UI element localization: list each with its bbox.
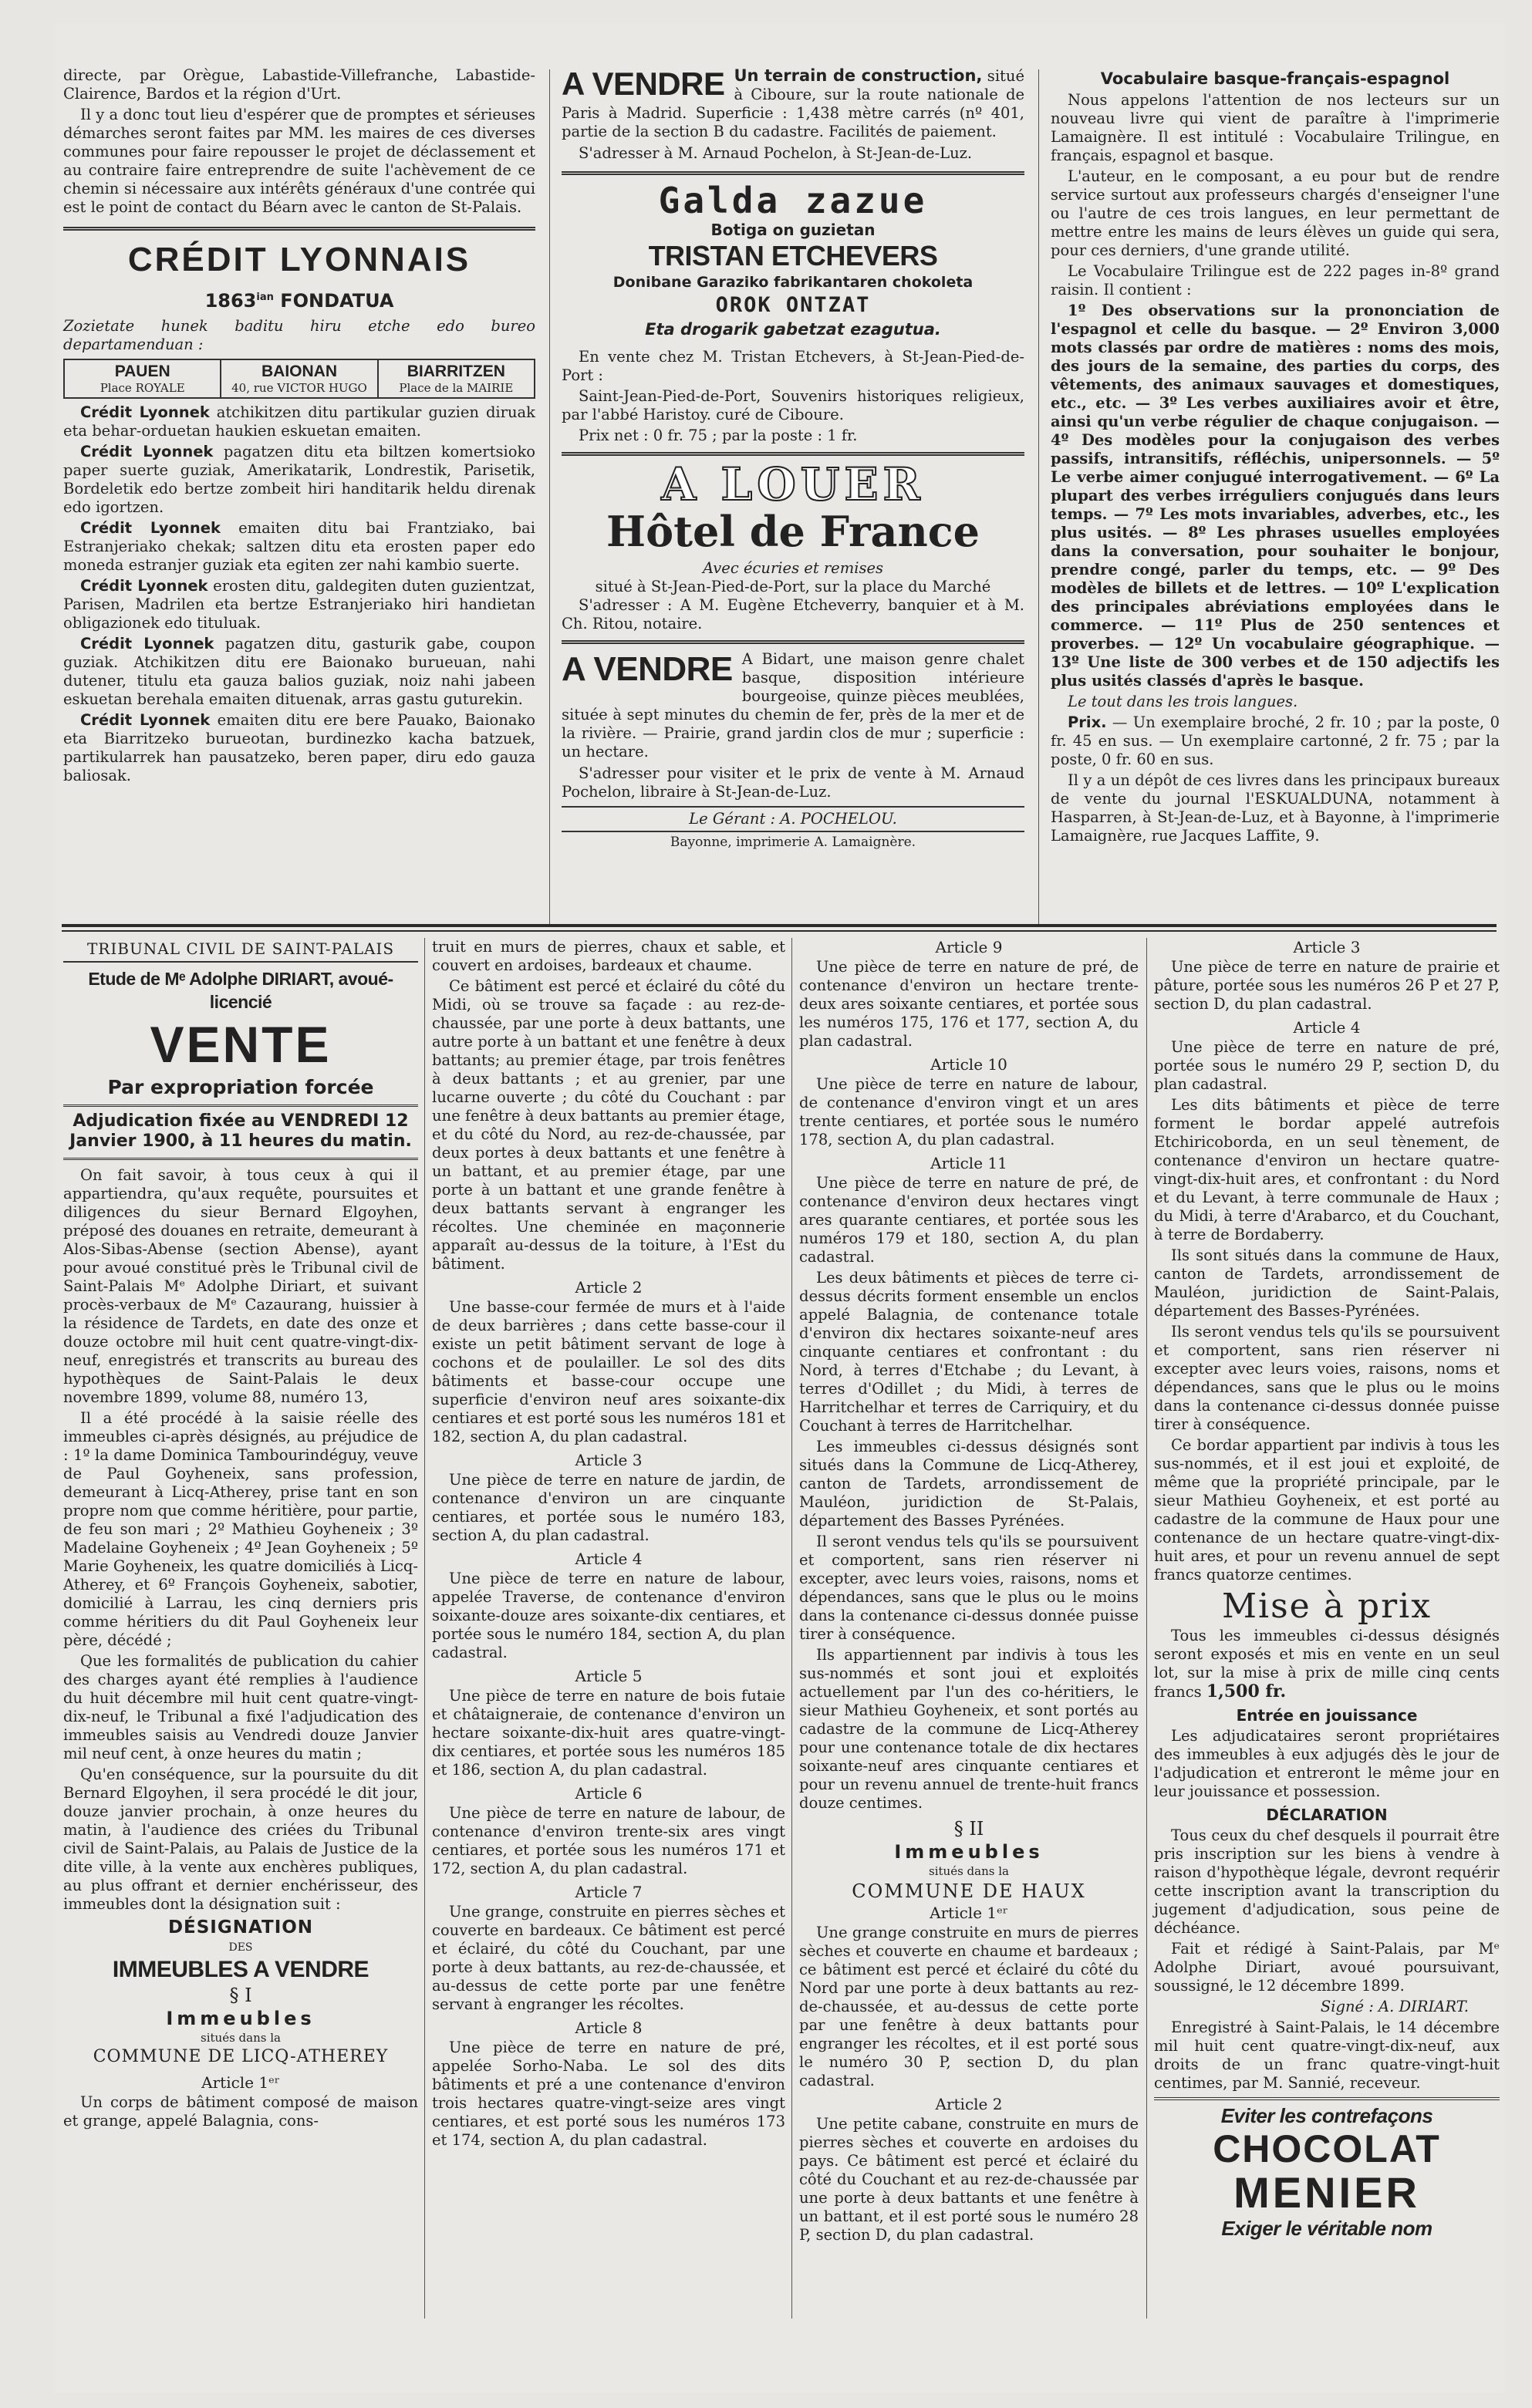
vente-subtitle: Par expropriation forcée	[107, 1076, 374, 1098]
article-heading: Article 7	[575, 1883, 643, 1901]
paragraph: Nous appelons l'attention de nos lecteurs sur un nouveau livre qui vient de paraître à l'imprimerie Lamaignère. Il est intitulé : Vocabulaire Trilingue, en français, espagnol et basque.	[1051, 91, 1500, 164]
credit-paragraph: Crédit Lyonnek pagatzen ditu, gasturik gabe, coupon guziak. Atchikitzen ditu ere Baionako burueuan, nahi dutener, titulu eta gauza balios guziak, noiz nahi jabeen eskuetan berehala emaiten dituenak, arras gastu guturekin.	[63, 635, 535, 708]
column-rule	[791, 938, 792, 2319]
paragraph: Un corps de bâtiment composé de maison et grange, appelé Balagnia, cons-	[63, 2093, 418, 2130]
louer-avec: Avec écuries et remises	[702, 559, 883, 577]
contents-list: 1º Des observations sur la prononciation de l'espagnol et celle du basque. — 2º Environ 3,000 mots classés par ordre de matières : noms des mois, des jours de la semaine, des parties du corps, des vêtements, des animaux sauvages et domestiques, etc., etc. — 3º Les verbes auxiliaires avoir et être, ainsi qu'un verbe régulier de chaque conjugaison. — 4º Des modèles pour la conjugaison des verbes passifs, intransitifs, réfléchis, unipersonnels. — 5º Le verbe aimer conjugué interrogativement. — 6º La plupart des verbes irréguliers conjugués dans leurs temps. — 7º Les mots invariables, adverbes, etc., les plus usités. — 8º Les phrases usuelles employées dans la conversation, pour souhaiter le bonjour, prendre congé, parler du temps, etc. — 9º Des modèles de billets et de lettres. — 10º L'explication des principales abréviations employées dans le commerce. — 11º Plus de 250 sentences et proverbes. — 12º Un vocabulaire géographique. — 13º Une liste de 300 verbes et de 150 adjectifs les plus usités classés d'après le basque.	[1051, 302, 1500, 690]
etude: Etude de Mᵉ Adolphe DIRIART, avoué-licencié	[88, 969, 393, 1012]
mise-a-prix-heading: Mise à prix	[1221, 1587, 1432, 1626]
menier-bottom-line: Exiger le véritable nom	[1221, 2217, 1432, 2240]
imprimerie: Bayonne, imprimerie A. Lamaignère.	[670, 835, 916, 850]
paragraph: Les adjudicataires seront propriétaires des immeubles à eux adjugés dès le jour de l'adjudication et entreront le même jour en leur jouissance et possession.	[1154, 1727, 1500, 1800]
article-heading: Article 1ᵉʳ	[201, 2073, 280, 2092]
paragraph: Une pièce de terre en nature de pré, appelée Sorho-Naba. Le sol des dits bâtiments et pré a une contenance d'environ trois hectares quatre-vingt-seize ares vingt centiares, et est porté sous les numéros 173 et 174, section A, du plan cadastral.	[432, 2039, 785, 2149]
article-heading: Article 10	[930, 1055, 1007, 1074]
credit-paragraph: Crédit Lyonnek atchikitzen ditu partikular guzien diruak eta behar-orduetan haukien eskuetan emaiten.	[63, 403, 535, 440]
legal-column-3	[799, 938, 1139, 2247]
credit-subtitle: Zozietate hunek baditu hiru etche edo bureo departamenduan :	[63, 317, 535, 353]
paragraph: Ils sont situés dans la commune de Haux, canton de Tardets, arrondissement de Mauléon, juridiction de Saint-Palais, département des Basses-Pyrénées.	[1154, 1246, 1500, 1320]
article-heading: Article 2	[575, 1278, 643, 1297]
column-rule	[1038, 69, 1039, 926]
galda-prix: Prix net : 0 fr. 75 ; par la poste : 1 fr.	[579, 427, 858, 444]
galda-book: Saint-Jean-Pied-de-Port, Souvenirs historiques religieux, par l'abbé Haristoy. curé de Ciboure.	[562, 387, 1024, 423]
legal-column-1	[63, 938, 418, 2133]
paragraph: Qu'en conséquence, sur la poursuite du dit Bernard Elgoyhen, il sera procédé le dit jour, douze janvier prochain, à onze heures du matin, à l'audience des criées du Tribunal civil de Saint-Palais, au Palais de Justice de la dite ville, à la vente aux enchères publiques, au plus offrant et dernier enchérisseur, des immeubles dont la désignation suit :	[63, 1766, 418, 1913]
immeubles-a-vendre: IMMEUBLES A VENDRE	[112, 1957, 370, 1982]
article-heading: Article 11	[930, 1154, 1007, 1172]
vendre-chalet-ad: A VENDRE A Bidart, une maison genre chalet basque, disposition intérieure bourgeoise, quinze pièces meublées, située à sept minutes du chemin de fer, près de la mer et de la rivière. — Prairie, grand jardin clos de mur ; superficie : un hectare.	[562, 650, 1024, 761]
article-heading: Article 9	[935, 938, 1003, 956]
paragraph: truit en murs de pierres, chaux et sable, et couvert en ardoises, bardeaux et chaume.	[432, 938, 785, 974]
paragraph: Ce bordar appartient par indivis à tous les sus-nommés, et il est joui et exploité, de même que la propriété principale, par le sieur Mathieu Goyheneix, et est porté au cadastre de la commune de Haux pour une contenance de un hectare quatre-vingt-dix-huit ares, et pour un revenu annuel de sept francs quatorze centimes.	[1154, 1436, 1500, 1583]
paragraph: Une pièce de terre en nature de labour, de contenance d'environ trente-six ares vingt centiares, et portée sous les numéros 171 et 172, section A, du plan cadastral.	[432, 1804, 785, 1877]
paragraph: Tous ceux du chef desquels il pourrait être pris inscription sur les biens à vendre à raison d'hypothèque légale, devront requérir cette inscription avant la transcription du jugement d'adjudication, sous peine de déchéance.	[1154, 1826, 1500, 1937]
commune-heading: COMMUNE DE HAUX	[852, 1880, 1086, 1902]
article-heading: Article 3	[1293, 938, 1361, 956]
menier-top-line: Eviter les contrefaçons	[1220, 2104, 1433, 2127]
office-pau: PAUEN Place ROYALE	[65, 360, 221, 397]
paragraph: Une pièce de terre en nature de bois futaie et châtaigneraie, de contenance d'environ un hectare soixante-dix-huit ares quatre-vingt-dix centiares, et portée sous les numéros 185 et 186, section A, du plan cadastral.	[432, 1687, 785, 1779]
section-divider	[62, 930, 1497, 932]
a-louer-title: A LOUER	[661, 458, 925, 511]
office-bayonne: BAIONAN 40, rue VICTOR HUGO	[221, 360, 378, 397]
legal-column-2	[432, 938, 785, 2152]
situes: situés dans la	[201, 2031, 281, 2045]
paragraph: Une pièce de terre en nature de jardin, de contenance d'environ un are cinquante centiares, et portée sous le numéro 183, section A, du plan cadastral.	[432, 1471, 785, 1544]
top-middle-column	[562, 66, 1024, 852]
commune-heading: COMMUNE DE LICQ-ATHEREY	[93, 2047, 389, 2066]
vocabulaire-title: Vocabulaire basque-français-espagnol	[1100, 69, 1450, 88]
signature: Signé : A. DIRIART.	[1320, 1998, 1469, 2015]
situes: situés dans la	[929, 1864, 1009, 1878]
section-heading: § I	[229, 1985, 252, 2006]
paragraph: Ils seront vendus tels qu'ils se poursuivent et comportent, sans rien réserver ni excepter avec leurs voies, raisons, noms et dépendances, sans que le plus ou le moins dans la contenance ci-dessus donnée puisse tirer à conséquence.	[1154, 1323, 1500, 1433]
paragraph: Une pièce de terre en nature de pré, de contenance d'environ deux hectares vingt ares quarante centiares, et portée sous les numéros 179 et 180, section A, du plan cadastral.	[799, 1174, 1139, 1266]
tristan-etchevers-name: TRISTAN ETCHEVERS	[648, 240, 938, 271]
credit-paragraph: Crédit Lyonnek emaiten ditu ere bere Pauako, Baionako eta Biarritzeko burueotan, burdinezko kacha batzuek, partikularrek han pausatzeko, beren paper, diru edo gauza baliosak.	[63, 711, 536, 784]
paragraph: Une petite cabane, construite en murs de pierres sèches et couverte en ardoises du pays. Ce bâtiment est percé et éclairé du côté du Couchant et au rez-de-chaussée par une porte à deux battants et une fenêtre à un battant, et il est porté sous le numéro 28 P, section D, du plan cadastral.	[799, 2115, 1139, 2244]
paragraph: Les immeubles ci-dessus désignés sont situés dans la Commune de Licq-Atherey, canton de Tardets, arrondissement de Mauléon, juridiction de St-Palais, département des Basses Pyrénées.	[799, 1438, 1139, 1529]
vente-title: VENTE	[150, 1016, 332, 1073]
paragraph: Il a été procédé à la saisie réelle des immeubles ci-après désignés, au préjudice de : 1º la dame Dominica Tambourindéguy, veuve de Paul Goyheneix, sans profession, demeurant à Licq-Atherey, prise tant en son propre nom que comme héritière, pour partie, de feu son mari ; 2º Mathieu Goyheneix ; 3º Madelaine Goyheneix ; 4º Jean Goyheneix ; 5º Marie Goyheneix, les quatre domiciliés à Licq-Atherey, et 6º François Goyheneix, sabotier, domicilié à Larrau, les cinq derniers pris comme héritiers du dit Paul Goyheneix leur père, décédé ;	[63, 1409, 418, 1649]
paragraph: Une pièce de terre en nature de labour, de contenance d'environ vingt et un ares trente centiares, et portée sous le numéro 178, section A, du plan cadastral.	[799, 1075, 1139, 1148]
vendre-terrain-address: S'adresser à M. Arnaud Pochelon, à St-Jean-de-Luz.	[579, 144, 973, 162]
newspaper-page	[54, 23, 1504, 2393]
credit-paragraph: Crédit Lyonnek erosten ditu, galdegiten duten guzientzat, Parisen, Madrilen eta bertze Estranjeriako hiri handietan obligazionek edo tituluak.	[63, 577, 535, 632]
vendre-chalet-address: S'adresser pour visiter et le prix de vente à M. Arnaud Pochelon, libraire à St-Jean-de-Luz.	[562, 764, 1024, 801]
top-right-column	[1051, 66, 1500, 848]
price: 1,500 fr.	[1206, 1681, 1287, 1701]
legal-column-4	[1154, 938, 1500, 2241]
des-heading: DES	[228, 1941, 253, 1954]
paragraph: Le tout dans les trois langues.	[1068, 693, 1298, 710]
office-biarritz: BIARRITZEN Place de la MAIRIE	[399, 363, 514, 395]
column-rule	[1146, 938, 1147, 2319]
menier-chocolat: CHOCOLAT	[1213, 2127, 1441, 2170]
top-left-column	[63, 66, 535, 787]
paragraph: Tous les immeubles ci-dessus désignés seront exposés et mis en vente en un seul lot, sur la mise à prix de mille cinq cents francs 1,500 fr.	[1154, 1627, 1500, 1701]
menier-brand: MENIER	[1233, 2168, 1420, 2217]
paragraph: Ce bâtiment est percé et éclairé du côté du Midi, où se trouve sa façade : au rez-de-chaussée, par une porte à deux battants, une autre porte à un battant et une fenêtre à deux battants; au premier étage, par trois fenêtres à deux battants ; et au grenier, par une lucarne ouverte ; du côté du Couchant : par une fenêtre à deux battants au premier étage, et du côté du Nord, au rez-de-chaussée, par deux portes à deux battants et une fenêtre à un battant, et au premier étage, par une porte à un battant et une grande fenêtre à deux battants servant à engranger les récoltes. Une cheminée en maçonnerie apparaît au-dessus de la toiture, à l'Est du bâtiment.	[432, 977, 785, 1273]
article-heading: Article 6	[575, 1784, 643, 1803]
galda-drog: Eta drogarik gabetzat ezagutua.	[645, 320, 941, 339]
section-divider	[62, 924, 1497, 927]
paragraph: Une pièce de terre en nature de prairie et pâture, portée sous les numéros 26 P et 27 P, section D, du plan cadastral.	[1154, 958, 1500, 1013]
section-heading: § II	[953, 1818, 984, 1840]
adjudication: Adjudication fixée au VENDREDI 12 Janvier 1900, à 11 heures du matin.	[69, 1111, 412, 1151]
article-heading: Article 5	[575, 1667, 643, 1685]
offices-box	[63, 359, 535, 399]
founded-line: $1863^{ian}$ FONDATUA	[204, 290, 394, 312]
paragraph: On fait savoir, à tous ceux à qui il appartiendra, qu'aux requête, poursuites et diligences du sieur Bernard Elgoyhen, préposé des douanes en retraite, demeurant à Alos-Sibas-Abense (section Abense), ayant pour avoué constitué près le Tribunal civil de Saint-Palais Mᵉ Adolphe Diriart, et suivant procès-verbaux de Mᵉ Cazaurang, huissier à la résidence de Tardets, en date des onze et douze octobre mil huit cent quatre-vingt-dix-neuf, enregistrés et transcrits au bureau des hypothèques de Saint-Palais le deux novembre 1899, volume 88, numéro 13,	[63, 1166, 418, 1406]
hotel-de-france: Hôtel de France	[606, 507, 980, 556]
paragraph: Une basse-cour fermée de murs et à l'aide de deux barrières ; dans cette basse-cour il existe un petit bâtiment servant de loge à cochons et de poulailler. Le sol des dits bâtiments et basse-cour occupe une superficie d'environ neuf ares soixante-dix centiares et est porté sous les numéros 181 et 182, section A, du plan cadastral.	[432, 1298, 785, 1445]
paragraph: Fait et rédigé à Saint-Palais, par Mᵉ Adolphe Diriart, avoué poursuivant, soussigné, le 12 décembre 1899.	[1154, 1940, 1500, 1995]
galda-subtitle: Botiga on guzietan	[710, 221, 876, 239]
tribunal: TRIBUNAL CIVIL DE SAINT-PALAIS	[86, 939, 395, 958]
article-heading: Article 1ᵉʳ	[930, 1904, 1008, 1922]
price-paragraph: Prix. — Un exemplaire broché, 2 fr. 10 ; par la poste, 0 fr. 45 en sus. — Un exemplaire cartonné, 2 fr. 75 ; par la poste, 0 fr. 60 en sus.	[1051, 713, 1500, 768]
credit-lyonnais-title: CRÉDIT LYONNAIS	[127, 241, 471, 278]
paragraph: Ils appartiennent par indivis à tous les sus-nommés et sont joui et exploités actuellement par l'un des co-héritiers, le sieur Mathieu Goyheneix, et sont portés au cadastre de la commune de Licq-Atherey pour une contenance totale de dix hectares soixante-neuf ares cinquante centiares et pour un revenu annuel de trente-huit francs douze centimes.	[799, 1646, 1139, 1812]
galda-vente: En vente chez M. Tristan Etchevers, à St-Jean-Pied-de-Port :	[562, 348, 1024, 384]
paragraph: Une grange construite en murs de pierres sèches et couverte en chaume et bardeaux ; ce bâtiment est percé et éclairé du côté du Nord par une porte à deux battants au rez-de-chaussée, et au-dessus de cette porte par une fenêtre à deux battants pour engranger les récoltes, et il est porté sous le numéro 30 P, section D, du plan cadastral.	[799, 1924, 1139, 2089]
vendre-terrain-ad: A VENDRE Un terrain de construction, situé à Ciboure, sur la route nationale de Paris à Madrid. Superficie : 1,438 mètre carrés (nº 401, partie de la section B du cadastre. Facilités de paiement.	[562, 66, 1024, 140]
paragraph: Les dits bâtiments et pièce de terre forment le bordar appelé autrefois Etchiricoborda, en un seul tènement, de contenance d'environ un hectare quatre-vingt-dix-huit ares, et confrontant : du Nord et du Levant, à terre communale de Haux ; du Midi, à terre d'Arabarco, et du Couchant, à terre de Bordaberry.	[1154, 1096, 1500, 1243]
paragraph: Les deux bâtiments et pièces de terre ci-dessus décrits forment ensemble un enclos appelé Balagnia, de contenance totale d'environ dix hectares soixante-neuf ares cinquante centiares et confrontant : du Nord, à terres d'Etchabe ; du Levant, à terres d'Odillet ; du Midi, à terres de Harritchelhar et terres de Carriquiry, et du Couchant à terres de Harritchelhar.	[799, 1269, 1139, 1435]
paragraph: Une pièce de terre en nature de pré, de contenance d'environ un hectare trente-deux ares soixante centiares, et portée sous les numéros 175, 176 et 177, section A, du plan cadastral.	[799, 958, 1139, 1050]
intro-text: directe, par Orègue, Labastide-Villefranche, Labastide-Clairence, Bardos et la région d'Urt.	[63, 66, 535, 103]
designation-heading: DÉSIGNATION	[167, 1917, 314, 1938]
galda-zazue-title: Galda zazue	[658, 180, 928, 221]
credit-paragraph: Crédit Lyonnek pagatzen ditu eta biltzen komertsioko paper suerte guziak, Amerikatarik, Londrestik, Parisetik, Bordeletik edo bertze zombeit hiri handitarik heldu direnak edo igortzen.	[63, 443, 536, 516]
immeubles-heading: Immeubles	[166, 2008, 316, 2029]
paragraph: Une pièce de terre en nature de labour, appelée Traverse, de contenance d'environ soixante-douze ares soixante-dix centiares, et portée sous le numéro 184, section A, du plan cadastral.	[432, 1570, 785, 1661]
immeubles-heading: Immeubles	[894, 1841, 1044, 1863]
entree-heading: Entrée en jouissance	[1236, 1706, 1418, 1725]
paragraph: Il seront vendus tels qu'ils se poursuivent et comportent, sans rien réserver ni excepter, avec leurs voies, raisons, noms et dépendances, sans que le plus ou le moins dans la contenance ci-dessus donnée puisse tirer à conséquence.	[799, 1533, 1139, 1643]
paragraph: Une grange, construite en pierres sèches et couverte en bardeaux. Ce bâtiment est percé et éclairé, du côté du Couchant, par une porte à deux battants, au rez-de-chaussée, et au-dessus de cette porte par une fenêtre servant à engranger les récoltes.	[432, 1903, 785, 2013]
orok-ontzat: OROK ONTZAT	[715, 293, 871, 317]
article-heading: Article 8	[575, 2018, 643, 2037]
paragraph: Il y a un dépôt de ces livres dans les principaux bureaux de vente du journal l'ESKUALDUNA, notamment à Hasparren, à St-Jean-de-Luz, et à Bayonne, à l'imprimerie Lamaignère, rue Jacques Laffite, 9.	[1051, 771, 1500, 845]
article-heading: Article 4	[575, 1550, 643, 1568]
paragraph: Enregistré à Saint-Palais, le 14 décembre mil huit cent quatre-vingt-dix-neuf, aux droits de un franc quatre-vingt-huit centimes, par M. Sannié, receveur.	[1154, 2018, 1500, 2092]
louer-situe: situé à St-Jean-Pied-de-Port, sur la place du Marché	[595, 578, 991, 595]
galda-line: Donibane Garaziko fabrikantaren chokoleta	[612, 274, 974, 291]
article-heading: Article 2	[935, 2095, 1003, 2113]
paragraph: Que les formalités de publication du cahier des charges ayant été remplies à l'audience du huit décembre mil huit cent quatre-vingt-dix-neuf, le Tribunal a fixé l'adjudication des immeubles saisis au Vendredi douze Janvier mil neuf cent, à onze heures du matin ;	[63, 1652, 418, 1762]
gerant: Le Gérant : A. POCHELOU.	[689, 810, 897, 828]
paragraph: Le Vocabulaire Trilingue est de 222 pages in-8º grand raisin. Il contient :	[1051, 262, 1500, 298]
column-rule	[424, 938, 425, 2319]
column-rule	[549, 69, 550, 926]
louer-address: S'adresser : A M. Eugène Etcheverry, banquier et à M. Ch. Ritou, notaire.	[562, 596, 1024, 632]
article-heading: Article 4	[1293, 1018, 1361, 1037]
declaration-heading: DÉCLARATION	[1266, 1806, 1388, 1824]
paragraph: Il y a donc tout lieu d'espérer que de promptes et sérieuses démarches seront faites par MM. les maires de ces diverses communes pour faire repousser le projet de déclassement et au contraire faire entreprendre de suite l'achèvement de ce chemin si nécessaire aux intérêts généraux d'une contrée qui est le point de contact du Béarn avec le canton de St-Palais.	[63, 106, 535, 216]
credit-paragraph: Crédit Lyonnek emaiten ditu bai Frantziako, bai Estranjeriako chekak; saltzen ditu eta erosten paper edo moneda estranjer guziak eta egiten zer nahi kambio suerte.	[63, 519, 535, 574]
menier-ad	[1154, 2103, 1500, 2241]
paragraph: L'auteur, en le composant, a eu pour but de rendre service surtout aux professeurs chargés d'enseigner l'une ou l'autre de ces trois langues, en leur permettant de mettre entre les mains de leurs élèves un guide qui sera, pour ces derniers, d'une grande utilité.	[1051, 167, 1500, 259]
article-heading: Article 3	[575, 1451, 643, 1469]
paragraph: Une pièce de terre en nature de pré, portée sous le numéro 29 P, section D, du plan cadastral.	[1154, 1038, 1500, 1093]
